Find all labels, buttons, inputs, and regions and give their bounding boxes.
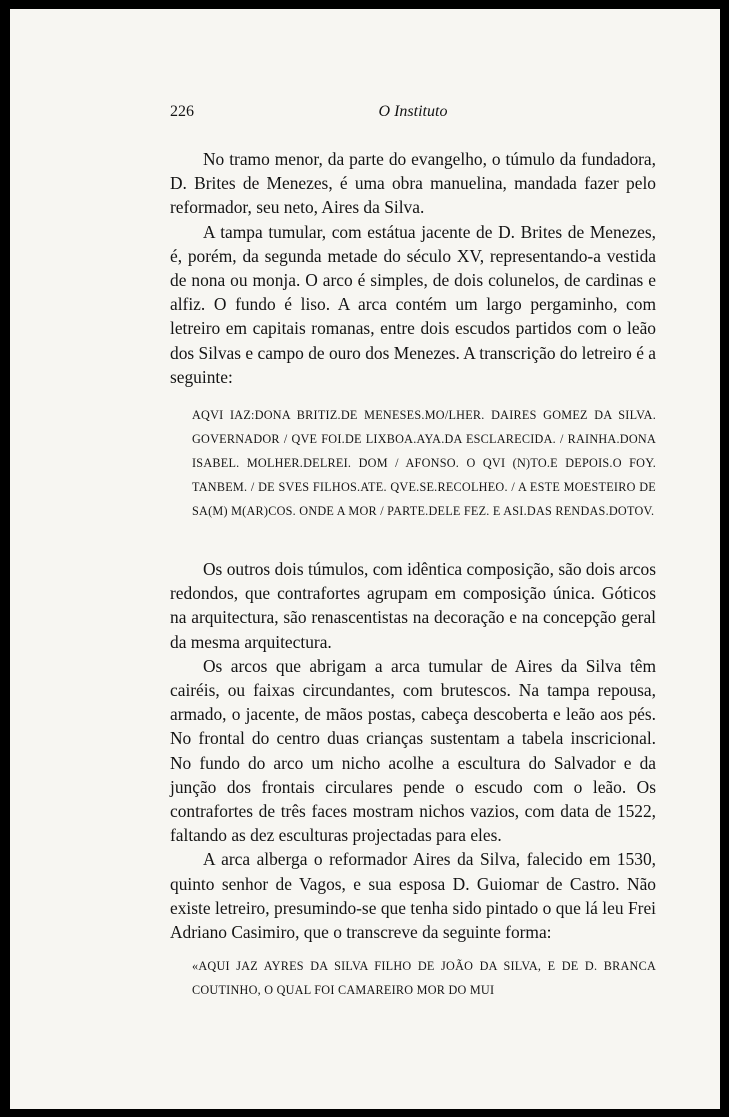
paragraph: A tampa tumular, com estátua jacente de D. Brites de Menezes, é, porém, da segunda metade do século XV, representando-a vestida de nona ou monja. O arco é simples, de dois colunelos, de cardinas e alfiz. O fundo é liso. A arca contém um largo pergaminho, com letreiro em capitais romanas, entre dois escudos partidos com o leão dos Silvas e campo de ouro dos Menezes. A transcrição do letreiro é a seguinte: — [170, 221, 656, 387]
paragraph: Os arcos que abrigam a arca tumular de Aires da Silva têm cairéis, ou faixas circundantes, com brutescos. Na tampa repousa, armado, o jacente, de mãos postas, cabeça descoberta e leão aos pés. No frontal do centro duas crianças sustentam a tabela inscricional. No fundo do arco um nicho acolhe a escultura do Salvador e da junção dos frontais circulares pende o escudo com o leão. Os contrafortes de três faces mostram nichos vazios, com data de 1522, faltando as dez esculturas projectadas para eles. — [170, 655, 656, 846]
page-number: 226 — [170, 103, 194, 120]
page-body — [170, 147, 656, 1002]
paragraph: No tramo menor, da parte do evangelho, o túmulo da fundadora, D. Brites de Menezes, é uma obra manuelina, mandada fazer pelo reformador, seu neto, Aires da Silva. — [170, 149, 656, 218]
section-gap — [170, 523, 656, 557]
paragraph: A arca alberga o reformador Aires da Silva, falecido em 1530, quinto senhor de Vagos, e sua esposa D. Guiomar de Castro. Não existe letreiro, presumindo-se que tenha sido pintado o que lá leu Frei Adriano Casimiro, que o transcreve da seguinte forma: — [170, 849, 656, 943]
inscription-block-2: «AQUI JAZ AYRES DA SILVA FILHO DE JOÃO DA SILVA, E DE D. BRANCA COUTINHO, O QUAL FOI CAMAREIRO MOR DO MUI — [192, 959, 656, 998]
running-title: O Instituto — [378, 103, 448, 120]
page-header — [170, 103, 656, 125]
document-page — [10, 9, 720, 1109]
paragraph: Os outros dois túmulos, com idêntica composição, são dois arcos redondos, que contrafortes agrupam em composição única. Góticos na arquitectura, são renascentistas na decoração e na concepção geral da mesma arquitectura. — [170, 559, 656, 652]
inscription-block: AQVI IAZ:DONA BRITIZ.DE MENESES.MO/LHER. DAIRES GOMEZ DA SILVA. GOVERNADOR / QVE FOI.DE LIXBOA.AYA.DA ESCLARECIDA. / RAINHA.DONA ISABEL. MOLHER.DELREI. DOM / AFONSO. O QVI (N)TO.E DEPOIS.O FOY. TANBEM. / DE SVES FILHOS.ATE. QVE.SE.RECOLHEO. / A ESTE MOESTEIRO DE SA(M) M(AR)COS. ONDE A MOR / PARTE.DELE FEZ. E ASI.DAS RENDAS.DOTOV. — [192, 408, 656, 519]
